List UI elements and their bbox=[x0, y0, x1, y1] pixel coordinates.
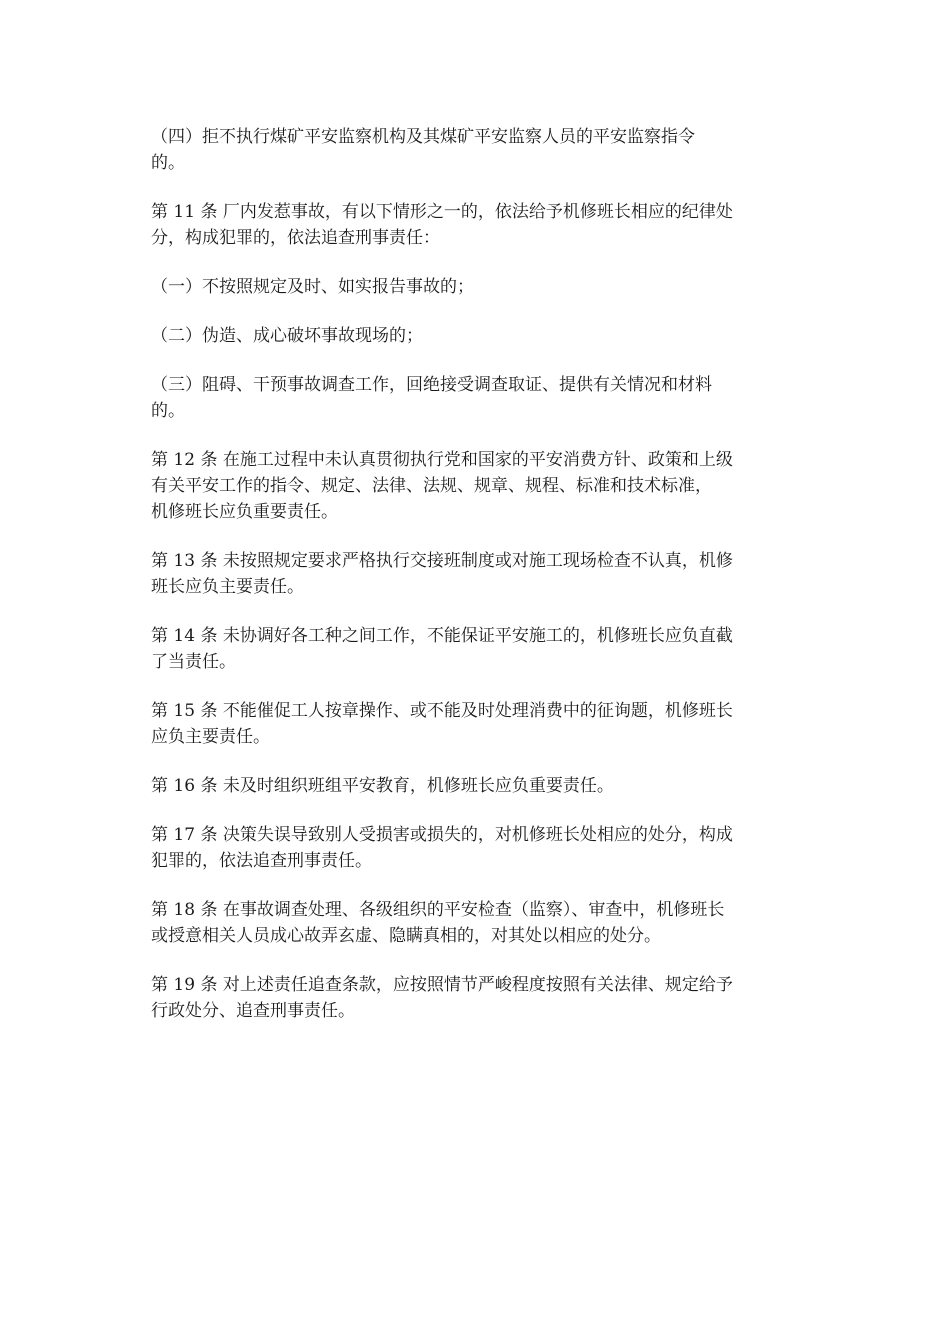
article-17 bbox=[151, 822, 801, 874]
article-16 bbox=[151, 773, 801, 799]
text-line: （三）阻碍、干预事故调查工作，回绝接受调查取证、提供有关情况和材料 bbox=[151, 375, 712, 395]
document-body bbox=[151, 124, 801, 1047]
text-line: 犯罪的，依法追查刑事责任。 bbox=[151, 851, 372, 871]
article-11 bbox=[151, 199, 801, 251]
article-14 bbox=[151, 623, 801, 675]
paragraph-item-1 bbox=[151, 274, 801, 300]
text-line: 第 15 条 不能催促工人按章操作、或不能及时处理消费中的征询题，机修班长 bbox=[151, 701, 733, 721]
text-line: （二）伪造、成心破坏事故现场的； bbox=[151, 326, 423, 346]
text-line: （四）拒不执行煤矿平安监察机构及其煤矿平安监察人员的平安监察指令 bbox=[151, 127, 695, 147]
text-line: 班长应负主要责任。 bbox=[151, 577, 304, 597]
text-line: 机修班长应负重要责任。 bbox=[151, 502, 338, 522]
article-18 bbox=[151, 897, 801, 949]
article-13 bbox=[151, 548, 801, 600]
text-line: 的。 bbox=[151, 401, 185, 421]
article-19 bbox=[151, 972, 801, 1024]
text-line: 第 13 条 未按照规定要求严格执行交接班制度或对施工现场检查不认真，机修 bbox=[151, 551, 733, 571]
text-line: 分，构成犯罪的，依法追查刑事责任： bbox=[151, 228, 440, 248]
text-line: 第 14 条 未协调好各工种之间工作，不能保证平安施工的，机修班长应负直截 bbox=[151, 626, 733, 646]
text-line: 或授意相关人员成心故弄玄虚、隐瞒真相的，对其处以相应的处分。 bbox=[151, 926, 661, 946]
text-line: 的。 bbox=[151, 153, 185, 173]
paragraph-item-4 bbox=[151, 124, 801, 176]
paragraph-item-3 bbox=[151, 372, 801, 424]
text-line: （一）不按照规定及时、如实报告事故的； bbox=[151, 277, 474, 297]
article-15 bbox=[151, 698, 801, 750]
text-line: 第 18 条 在事故调查处理、各级组织的平安检查（监察）、审查中，机修班长 bbox=[151, 900, 725, 920]
text-line: 第 16 条 未及时组织班组平安教育，机修班长应负重要责任。 bbox=[151, 776, 614, 796]
text-line: 第 17 条 决策失误导致别人受损害或损失的，对机修班长处相应的处分，构成 bbox=[151, 825, 733, 845]
text-line: 行政处分、追查刑事责任。 bbox=[151, 1001, 355, 1021]
text-line: 有关平安工作的指令、规定、法律、法规、规章、规程、标准和技术标准， bbox=[151, 476, 712, 496]
text-line: 第 12 条 在施工过程中未认真贯彻执行党和国家的平安消费方针、政策和上级 bbox=[151, 450, 733, 470]
text-line: 了当责任。 bbox=[151, 652, 236, 672]
text-line: 第 11 条 厂内发惹事故，有以下情形之一的，依法给予机修班长相应的纪律处 bbox=[151, 202, 733, 222]
paragraph-item-2 bbox=[151, 323, 801, 349]
text-line: 应负主要责任。 bbox=[151, 727, 270, 747]
text-line: 第 19 条 对上述责任追查条款，应按照情节严峻程度按照有关法律、规定给予 bbox=[151, 975, 733, 995]
article-12 bbox=[151, 447, 801, 525]
